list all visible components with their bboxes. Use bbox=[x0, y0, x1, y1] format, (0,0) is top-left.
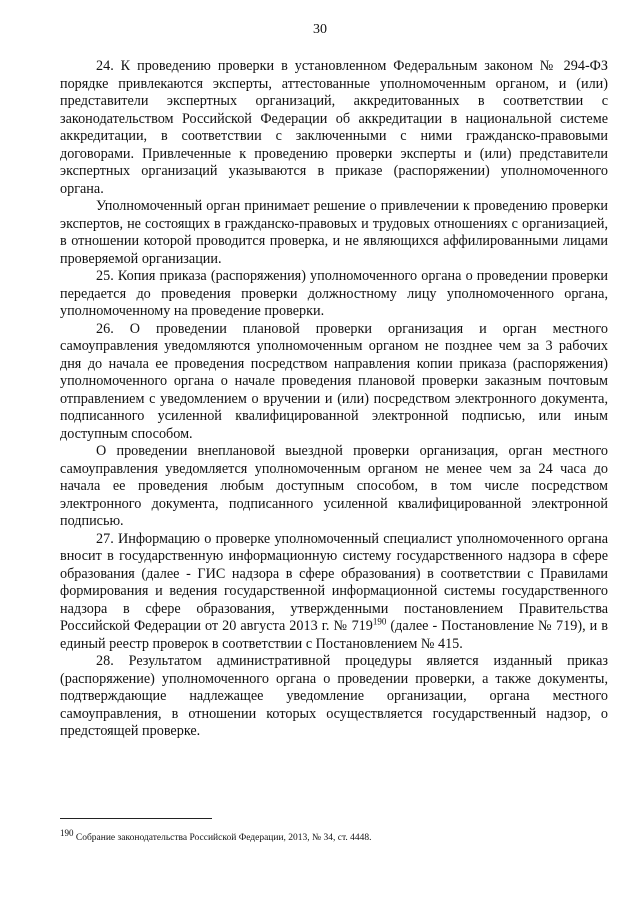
paragraph-25: 25. Копия приказа (распоряжения) уполномоченного органа о проведении проверки передается до проведения проверки должностному лицу уполномоченного органа, уполномоченному на проведение проверки. bbox=[60, 268, 608, 319]
paragraph-26-unscheduled-inspection: О проведении внеплановой выездной проверки организация, орган местного самоуправления уведомляется уполномоченным органом не менее чем за 24 часа до начала ее проведения любым доступным способом, в том числе посредством электронного документа, подписанного усиленной квалифицированной электронной подписью. bbox=[60, 443, 608, 529]
footnote-number: 190 bbox=[60, 827, 74, 838]
page-body bbox=[60, 58, 608, 741]
page-number: 30 bbox=[313, 22, 327, 37]
paragraph-27-text-continued: (далее - Постановление № 719), и в единый реестр проверок в соответствии с Постановлением № 415. bbox=[60, 618, 608, 652]
footnote-reference: 190 bbox=[372, 616, 387, 627]
paragraph-27 bbox=[60, 531, 608, 654]
paragraph-28: 28. Результатом административной процедуры является изданный приказ (распоряжение) уполномоченного органа о проведении проверки, а также документы, подтверждающие надлежащее уведомление организации, органа местного самоуправления, в отношении которых осуществляется государственный надзор, о предстоящей проверке. bbox=[60, 653, 608, 739]
footnote-divider bbox=[60, 818, 212, 819]
footnote bbox=[60, 827, 608, 844]
paragraph-24-experts-decision: Уполномоченный орган принимает решение о привлечении к проведению проверки экспертов, не состоящих в гражданско-правовых и трудовых отношениях с организацией, в отношении которой проводится проверка, и не являющихся аффилированными лицами проверяемой организации. bbox=[60, 198, 608, 267]
paragraph-24: 24. К проведению проверки в установленном Федеральным законом № 294-ФЗ порядке привлекаются эксперты, аттестованные уполномоченным органом, и (или) представители экспертных организаций, аккредитованных в соответствии с законодательством Российской Федерации об аккредитации в национальной системе аккредитации, в соответствии с заключенными с ними гражданско-правовыми договорами. Привлеченные к проведению проверки эксперты и (или) представители экспертных организаций указываются в приказе (распоряжении) уполномоченного органа. bbox=[60, 58, 608, 197]
paragraph-26: 26. О проведении плановой проверки организация и орган местного самоуправления уведомляются уполномоченным органом не позднее чем за 3 рабочих дня до начала ее проведения посредством направления копии приказа (распоряжения) уполномоченного органа о начале проведения плановой проверки заказным почтовым отправлением с уведомлением о вручении и (или) посредством электронного документа, подписанного усиленной квалифицированной электронной подписью, или иным доступным способом. bbox=[60, 320, 608, 442]
paragraph-27-text: 27. Информацию о проверке уполномоченный специалист уполномоченного органа вносит в государственную информационную систему государственного надзора в сфере образования (далее - ГИС надзора в сфере образования) в соответствии с Правилами формирования и ведения государственной информационной системы государственного надзора в сфере образования, утвержденными постановлением Правительства Российской Федерации от 20 августа 2013 г. № 719 bbox=[60, 530, 608, 634]
footnote-text: Собрание законодательства Российской Федерации, 2013, № 34, ст. 4448. bbox=[73, 833, 372, 843]
